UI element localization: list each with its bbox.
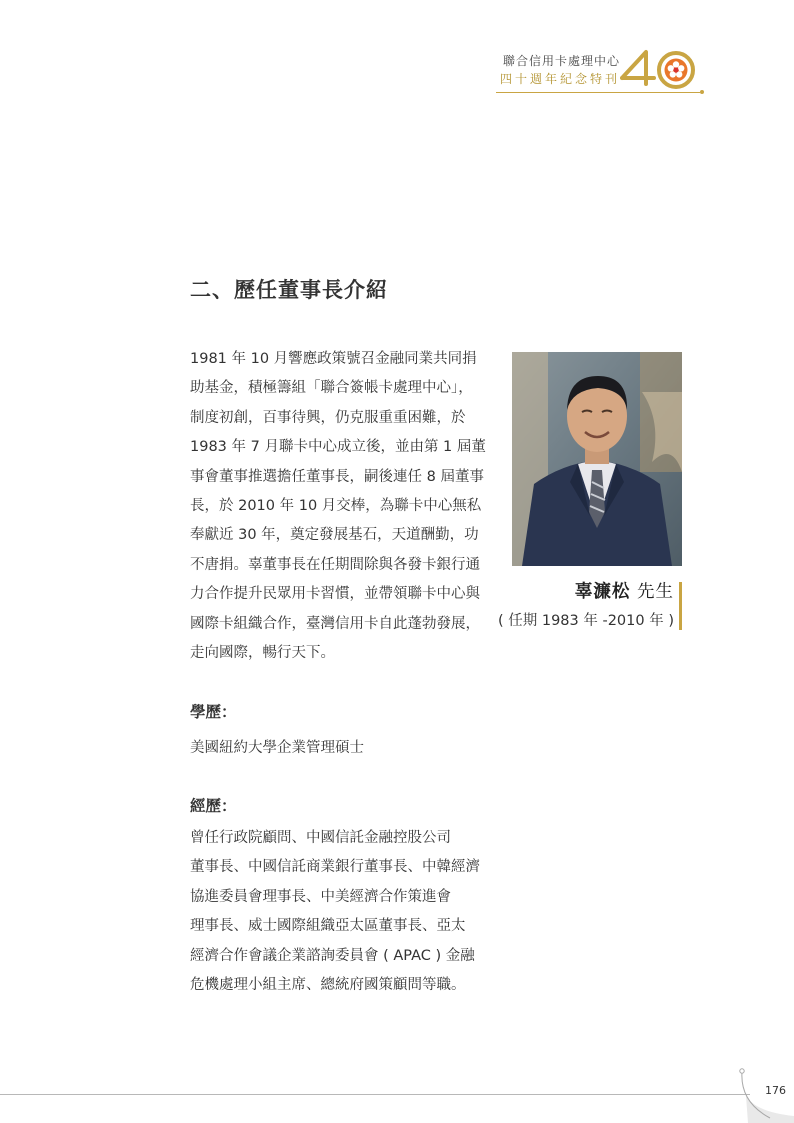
experience-line: 協進委員會理事長、中美經濟合作策進會 [190, 888, 451, 905]
biography-line: 助基金，積極籌組「聯合簽帳卡處理中心」， [190, 380, 473, 397]
biography-line: 長，於 2010 年 10 月交棒，為聯卡中心無私 [190, 498, 482, 515]
education-text: 美國紐約大學企業管理碩士 [190, 740, 364, 756]
biography-line: 1983 年 7 月聯卡中心成立後，並由第 1 屆董 [190, 439, 486, 456]
page-number: 176 [765, 1084, 786, 1097]
chairman-portrait-photo [512, 352, 682, 566]
section-title: 二、歷任董事長介紹 [190, 278, 388, 302]
chairman-name [575, 578, 674, 603]
biography-paragraph [190, 345, 490, 668]
biography-line: 1981 年 10 月響應政策號召金融同業共同捐 [190, 351, 477, 367]
name-accent-bar [679, 582, 682, 630]
experience-line: 曾任行政院顧問、中國信託金融控股公司 [190, 830, 451, 846]
biography-line: 國際卡組織合作，臺灣信用卡自此蓬勃發展， [190, 615, 480, 632]
biography-line: 事會董事推選擔任董事長，嗣後連任 8 屆董事 [190, 468, 484, 485]
header-publication-title: 四十週年紀念特刊 [499, 72, 620, 86]
anniversary-40-logo [620, 48, 704, 90]
chairman-full-name: 辜濂松 [574, 582, 631, 602]
experience-heading: 經歷： [190, 797, 237, 815]
biography-line: 力合作提升民眾用卡習慣，並帶領聯卡中心與 [190, 586, 480, 603]
chairman-term: ( 任期 1983 年 -2010 年 ) [497, 613, 674, 629]
biography-line: 走向國際，暢行天下。 [190, 645, 335, 662]
experience-line: 理事長、威士國際組織亞太區董事長、亞太 [190, 918, 466, 935]
experience-paragraph [190, 824, 490, 1000]
header-organization-name: 聯合信用卡處理中心 [502, 54, 620, 68]
chairman-honorific: 先生 [630, 582, 674, 602]
biography-line: 不唐捐。辜董事長在任期間除與各發卡銀行通 [190, 556, 480, 573]
biography-line: 奉獻近 30 年，奠定發展基石，天道酬勤，功 [190, 527, 479, 544]
experience-line: 董事長、中國信託商業銀行董事長、中韓經濟 [190, 859, 480, 876]
experience-line: 經濟合作會議企業諮詢委員會 ( APAC ) 金融 [190, 947, 475, 964]
header-divider [496, 92, 700, 93]
experience-line: 危機處理小組主席、總統府國策顧問等職。 [190, 977, 466, 994]
publication-header [488, 46, 704, 98]
education-heading: 學歷： [190, 703, 237, 721]
footer-rule [0, 1094, 750, 1095]
biography-line: 制度初創，百事待興，仍克服重重困難，於 [190, 409, 466, 426]
